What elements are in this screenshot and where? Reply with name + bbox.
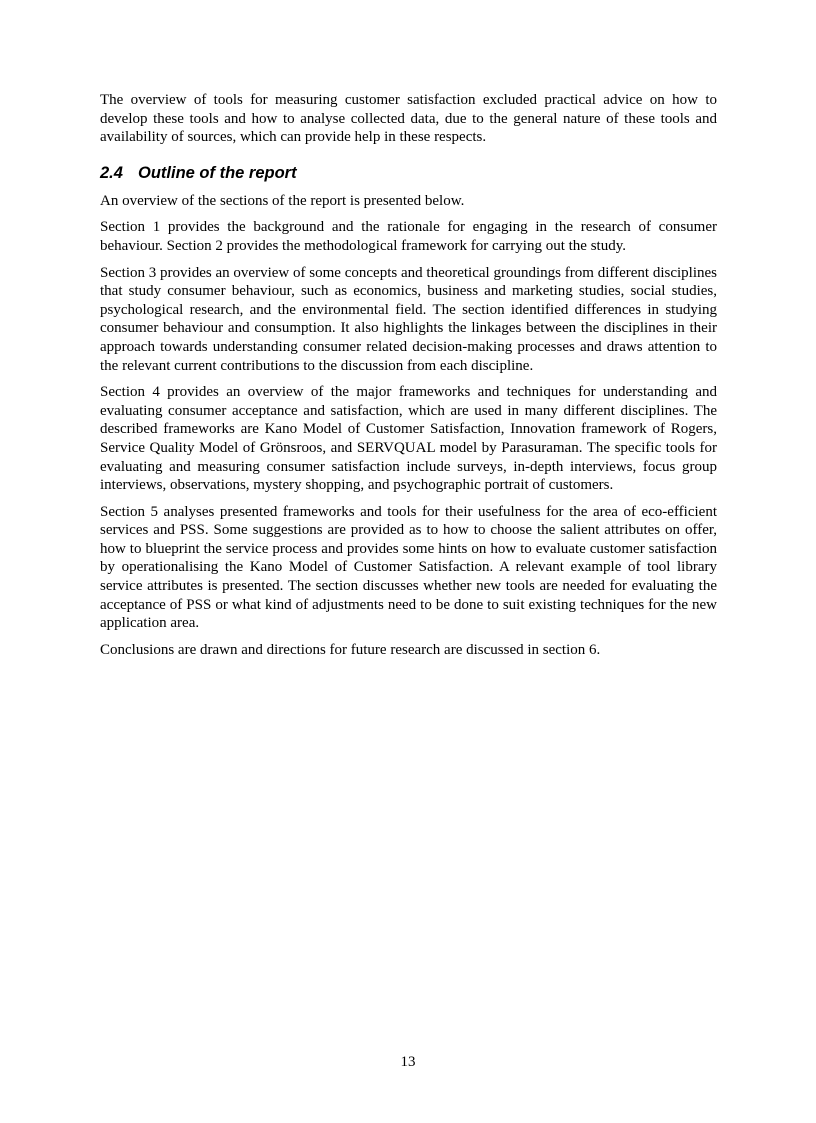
paragraph-section-1: Section 1 provides the background and the rationale for engaging in the research of consumer behaviour. Section 2 provides the methodological framework for carrying out the study. [100,219,717,254]
paragraph-section-5: Section 5 analyses presented frameworks and tools for their usefulness for the area of eco-efficient services and PSS. Some suggestions are provided as to how to choose the salient attributes on offer, how to blueprint the service process and provides some hints on how to evaluate customer satisfaction by operationalising the Kano Model of Customer Satisfaction. A relevant example of tool library service attributes is presented. The section discusses whether new tools are needed for evaluating the acceptance of PSS or what kind of adjustments need to be done to suit existing techniques for the new application area. [100,503,717,632]
paragraph-overview: An overview of the sections of the report is presented below. [100,192,465,209]
paragraph-section-3: Section 3 provides an overview of some concepts and theoretical groundings from different disciplines that study consumer behaviour, such as economics, business and marketing studies, social studies, psychological research, and the environmental field. The section identified differences in studying consumer behaviour and consumption. It also highlights the linkages between the disciplines in their approach towards understanding consumer related decision-making processes and draws attention to the relevant current contributions to the discussion from each discipline. [100,264,717,374]
section-title: Outline of the report [138,163,297,182]
page-number: 13 [400,1054,416,1070]
paragraph-section-4: Section 4 provides an overview of the major frameworks and techniques for understanding and evaluating consumer acceptance and satisfaction, which are used in many different disciplines. The described frameworks are Kano Model of Customer Satisfaction, Innovation framework of Rogers, Service Quality Model of Grönsroos, and SERVQUAL model by Parasuraman. The specific tools for evaluating and measuring consumer satisfaction include surveys, in-depth interviews, focus group interviews, observations, mystery shopping, and psychographic portrait of customers. [100,384,717,494]
paragraph-conclusions: Conclusions are drawn and directions for future research are discussed in section 6. [100,641,601,658]
section-number: 2.4 [100,163,123,182]
intro-paragraph: The overview of tools for measuring customer satisfaction excluded practical advice on how to develop these tools and how to analyse collected data, due to the general nature of these tools and availability of sources, which can provide help in these respects. [100,92,717,146]
section-heading [100,163,717,183]
page-content [100,91,717,667]
